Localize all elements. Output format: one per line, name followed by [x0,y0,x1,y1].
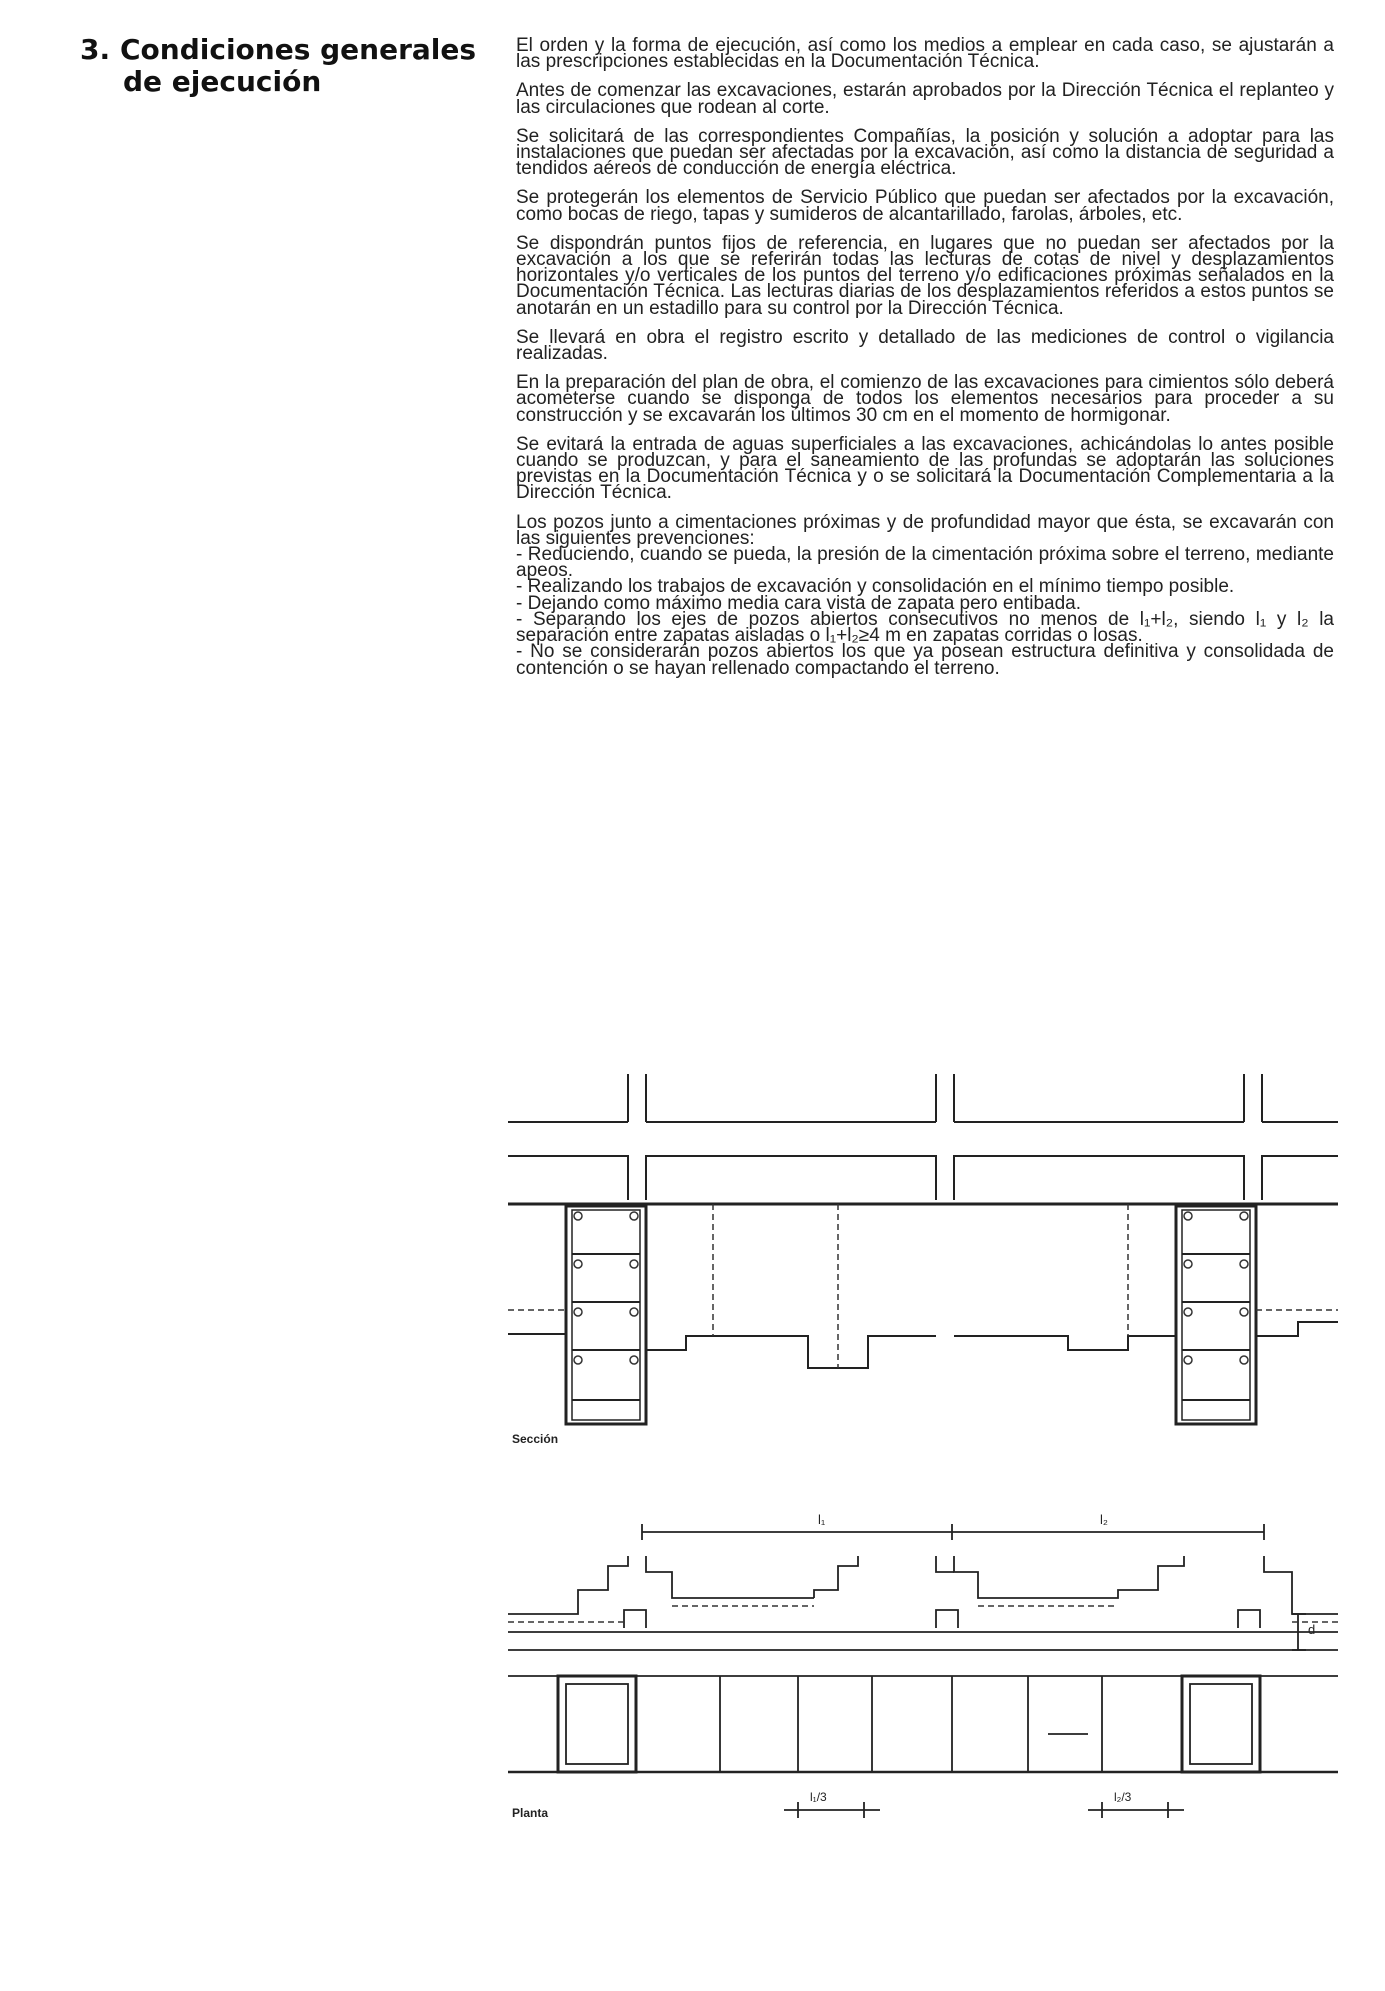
paragraph: Se protegerán los elementos de Servicio Público que puedan ser afectados por la excavación, como bocas de riego, tapas y sumideros de alcantarillado, farolas, árboles, etc. [516,187,1334,225]
paragraph: Se llevará en obra el registro escrito y detallado de las mediciones de control o vigilancia realizadas. [516,326,1334,365]
section-label: Sección [512,1432,559,1446]
pozos-block [516,511,1334,679]
section-figure [508,1070,1338,1450]
pozos-intro: Los pozos junto a cimentaciones próximas y de profundidad mayor que ésta, se excavarán con las siguientes prevenciones: [516,511,1334,549]
prevention-item: - No se considerarán pozos abiertos los que ya posean estructura definitiva y consolidada de contención o se hayan rellenado compactando el terreno. [516,641,1334,679]
section-title-line1: Condiciones generales [120,33,477,66]
section-title-line2: de ejecución [123,65,322,98]
paragraph: Se solicitará de las correspondientes Compañías, la posición y solución a adoptar para las instalaciones que puedan ser afectadas por la excavación, así como la distancia de seguridad a tendidos aéreos de conducción de energía eléctrica. [516,125,1334,180]
dimension-d: d [1308,1622,1316,1637]
prevention-item: - Reduciendo, cuando se pueda, la presión de la cimentación próxima sobre el terreno, mediante apeos. [516,544,1334,582]
paragraph: El orden y la forma de ejecución, así como los medios a emplear en cada caso, se ajustarán a las prescripciones establecidas en la Documentación Técnica. [516,35,1334,73]
prevention-item: - Realizando los trabajos de excavación y consolidación en el mínimo tiempo posible. [516,576,1235,598]
plan-figure [508,1510,1338,1860]
plan-drawing [508,1510,1338,1860]
dimension-l2-third: l₂/3 [1114,1790,1132,1804]
dimension-l1: l₁ [818,1512,826,1527]
dimension-l1-third: l₁/3 [810,1790,827,1804]
prevention-item: - Separando los ejes de pozos abiertos consecutivos no menos de l₁+l₂, siendo l₁ y l₂ la separación entre zapatas aisladas o l₁+l₂≥4 m en zapatas corridas o losas. [516,608,1334,647]
plan-label: Planta [512,1806,549,1820]
prevention-item: - Dejando como máximo media cara vista de zapata pero entibada. [516,592,1082,614]
paragraph: Se evitará la entrada de aguas superficiales a las excavaciones, achicándolas lo antes posible cuando se produzcan, y para el saneamiento de las profundas se adoptarán las soluciones previstas en la Documentación Técnica y o se solicitará la Documentación Complementaria a la Dirección Técnica. [516,433,1334,504]
paragraph: Antes de comenzar las excavaciones, estarán aprobados por la Dirección Técnica el replanteo y las circulaciones que rodean al corte. [516,80,1334,118]
body-text [516,35,1334,690]
paragraph: En la preparación del plan de obra, el comienzo de las excavaciones para cimientos sólo deberá acometerse cuando se disponga de todos los elementos necesarios para proceder a su construcción y se excavarán los últimos 30 cm en el momento de hormigonar. [516,372,1334,426]
section-number: 3. [80,33,111,66]
section-heading [80,34,480,98]
dimension-l2: l₂ [1100,1512,1108,1527]
section-drawing [508,1070,1338,1450]
paragraph: Se dispondrán puntos fijos de referencia, en lugares que no puedan ser afectados por la excavación a los que se referirán todas las lecturas de cotas de nivel y desplazamientos horizontales y/o verticales de los puntos del terreno y/o edificaciones próximas señalados en la Documentación Técnica. Las lecturas diarias de los desplazamientos referidos a estos puntos se anotarán en un estadillo para su control por la Dirección Técnica. [516,232,1334,319]
